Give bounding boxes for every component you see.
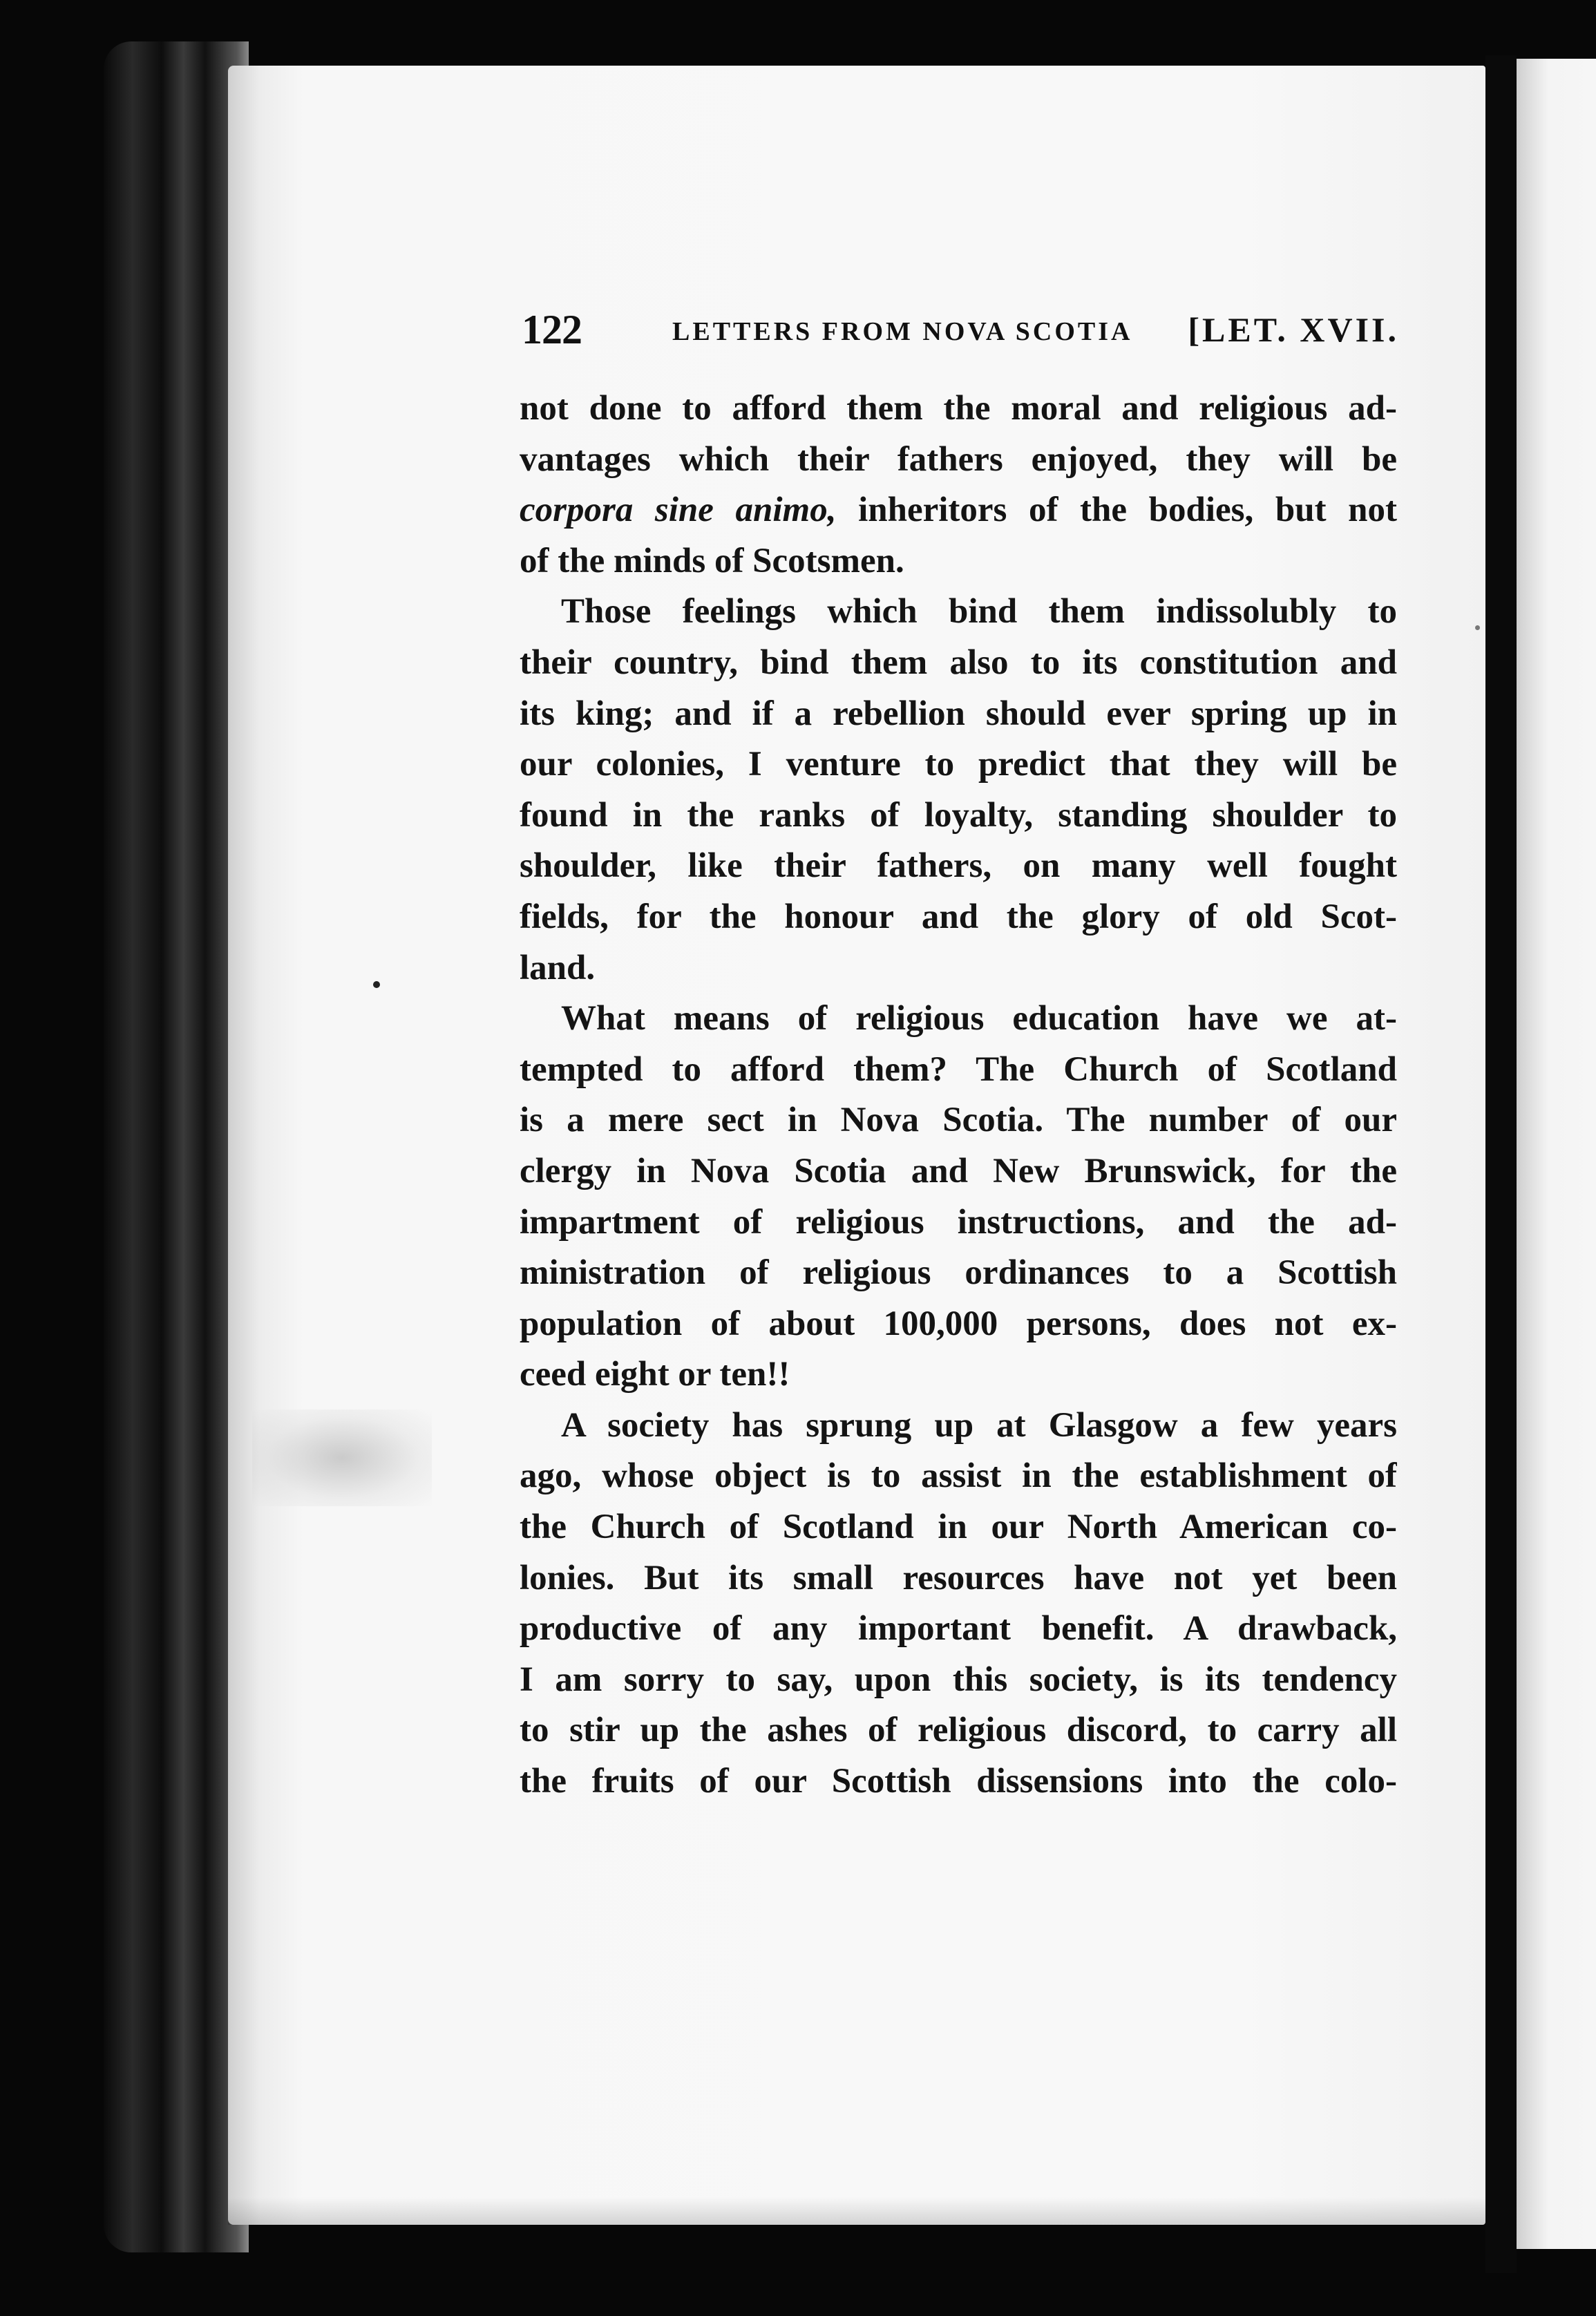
text-line: clergy in Nova Scotia and New Brunswick, for the — [520, 1151, 1397, 1190]
text-line: our colonies, I venture to predict that they will be — [520, 745, 1397, 784]
text-line: ago, whose object is to assist in the establishment of — [520, 1456, 1397, 1496]
paragraph-start: Those feelings which bind them indissolubly to — [561, 592, 1397, 632]
paragraph-start: What means of religious education have we at- — [561, 999, 1397, 1038]
text-line: shoulder, like their fathers, on many well fought — [520, 846, 1397, 886]
page-number: 122 — [522, 307, 582, 352]
ink-smudge — [252, 1409, 432, 1506]
text-line: its king; and if a rebellion should ever spring up in — [520, 694, 1397, 733]
body-text — [520, 383, 1397, 1807]
text-line: land. — [520, 948, 596, 987]
text-line: vantages which their fathers enjoyed, they will be — [520, 439, 1397, 479]
running-head: LETTERS FROM NOVA SCOTIA — [672, 317, 1133, 346]
text-line: is a mere sect in Nova Scotia. The number of our — [520, 1101, 1397, 1140]
page-header — [522, 304, 1399, 356]
text-line: fields, for the honour and the glory of old Scot- — [520, 897, 1397, 936]
text-line: found in the ranks of loyalty, standing shoulder to — [520, 795, 1397, 835]
text-line: ministration of religious ordinances to a Scottish — [520, 1253, 1397, 1293]
letter-reference: [LET. XVII. — [1188, 310, 1399, 349]
text-line: to stir up the ashes of religious discord, to carry all — [520, 1711, 1397, 1750]
text-line-rest: inheritors of the bodies, but not — [836, 491, 1397, 530]
page-divider — [1485, 55, 1517, 2273]
text-line: lonies. But its small resources have not yet been — [520, 1558, 1397, 1597]
ink-speck — [1475, 625, 1480, 630]
text-line — [520, 485, 1397, 536]
text-line: the fruits of our Scottish dissensions into the colo- — [520, 1762, 1397, 1801]
text-line: their country, bind them also to its constitution and — [520, 643, 1397, 682]
text-line: population of about 100,000 persons, does not ex- — [520, 1304, 1397, 1343]
latin-phrase: corpora sine animo, — [520, 491, 837, 530]
text-line: not done to afford them the moral and religious ad- — [520, 389, 1397, 428]
text-line: ceed eight or ten!! — [520, 1355, 790, 1394]
text-line: of the minds of Scotsmen. — [520, 541, 904, 580]
text-line: tempted to afford them? The Church of Scotland — [520, 1050, 1397, 1089]
ink-speck — [373, 981, 380, 988]
page-bottom-edge — [228, 2197, 1485, 2225]
paragraph-start: A society has sprung up at Glasgow a few years — [561, 1405, 1397, 1445]
book-binding-gutter — [104, 41, 249, 2252]
text-line: productive of any important benefit. A drawback, — [520, 1609, 1397, 1649]
facing-page-edge — [1517, 59, 1596, 2249]
text-line: I am sorry to say, upon this society, is its tendency — [520, 1660, 1397, 1699]
text-line: the Church of Scotland in our North American co- — [520, 1508, 1397, 1547]
text-line: impartment of religious instructions, and the ad- — [520, 1202, 1397, 1242]
